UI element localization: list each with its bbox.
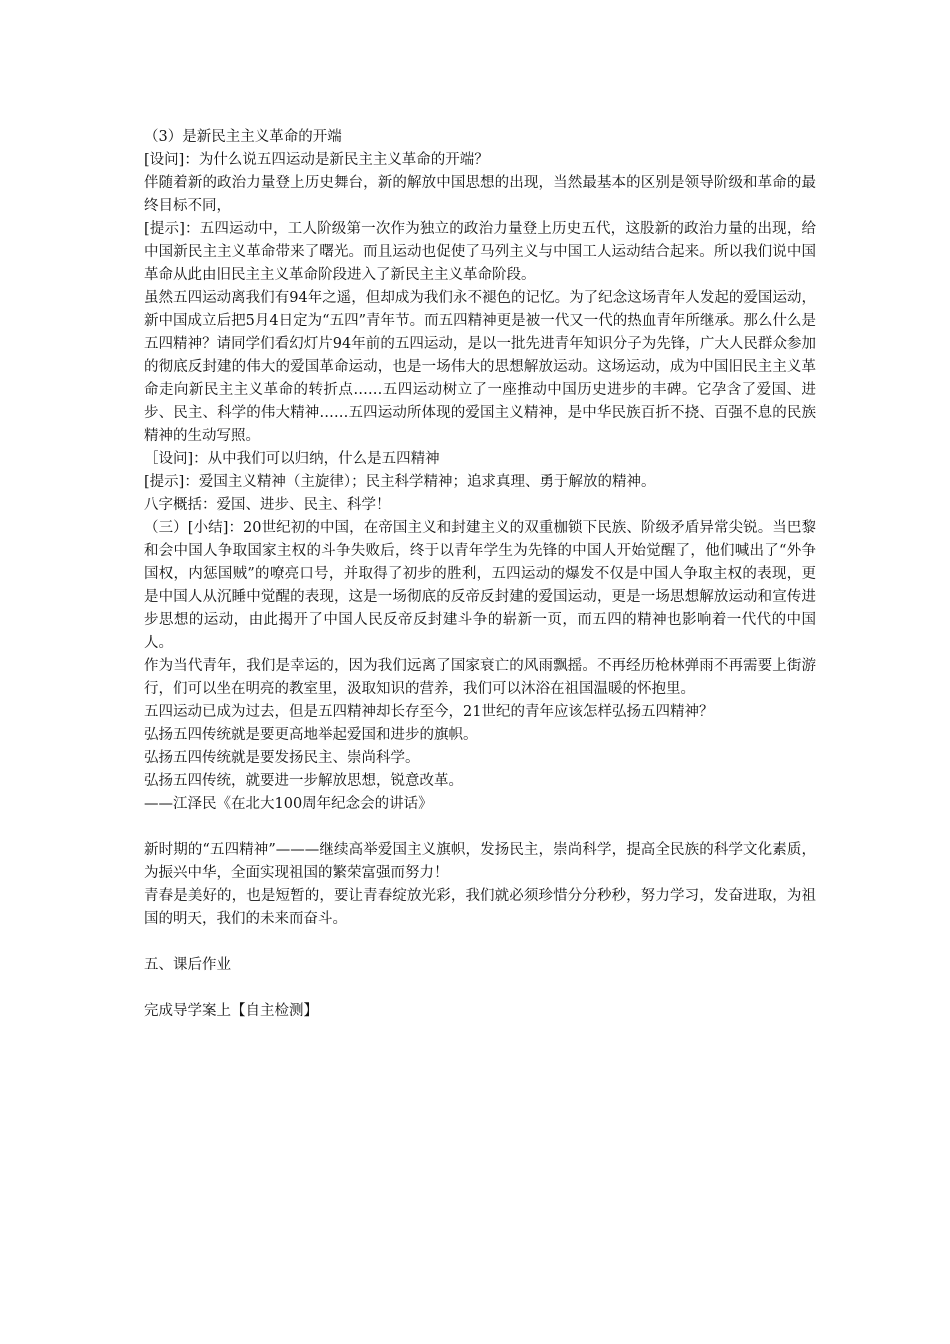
paragraph: 虽然五四运动离我们有94年之遥，但却成为我们永不褪色的记忆。为了纪念这场青年人发起的爱国运动，新中国成立后把5月4日定为“五四”青年节。而五四精神更是被一代又一代的热血青年所继承。那么什么是五四精神？请同学们看幻灯片94年前的五四运动，是以一批先进青年知识分子为先锋，广大人民群众参加的彻底反封建的伟大的爱国革命运动，也是一场伟大的思想解放运动。这场运动，成为中国旧民主主义革命走向新民主主义革命的转折点……五四运动树立了一座推动中国历史进步的丰碑。它孕含了爱国、进步、民主、科学的伟大精神……五四运动所体现的爱国主义精神，是中华民族百折不挠、百强不息的民族精神的生动写照。	[144, 290, 816, 444]
hint-text: [提示]：爱国主义精神（主旋律）；民主科学精神；追求真理、勇于解放的精神。	[144, 474, 656, 490]
quote-source: ——江泽民《在北大100周年纪念会的讲话》	[144, 796, 433, 812]
homework-text: 完成导学案上【自主检测】	[144, 1003, 318, 1019]
document-body	[144, 126, 816, 1023]
summary-line: 八字概括：爱国、进步、民主、科学！	[144, 497, 391, 513]
spacer	[144, 931, 816, 954]
question-text: 五四运动已成为过去，但是五四精神却长存至今，21世纪的青年应该怎样弘扬五四精神？	[144, 704, 714, 720]
list-item: 弘扬五四传统就是要更高地举起爱国和进步的旗帜。	[144, 727, 478, 743]
section-heading: （3）是新民主主义革命的开端	[144, 129, 342, 145]
paragraph: 作为当代青年，我们是幸运的，因为我们远离了国家衰亡的风雨飘摇。不再经历枪林弹雨不再需要上街游行，们可以坐在明亮的教室里，汲取知识的营养，我们可以沐浴在祖国温暖的怀抱里。	[144, 658, 816, 697]
list-item: 弘扬五四传统就是要发扬民主、崇尚科学。	[144, 750, 420, 766]
paragraph: 伴随着新的政治力量登上历史舞台，新的解放中国思想的出现，当然最基本的区别是领导阶级和革命的最终目标不同，	[144, 175, 816, 214]
question-text: ［设问]：从中我们可以归纳，什么是五四精神	[144, 451, 440, 467]
summary-paragraph: （三）[小结]：20世纪初的中国，在帝国主义和封建主义的双重枷锁下民族、阶级矛盾异常尖锐。当巴黎和会中国人争取国家主权的斗争失败后，终于以青年学生为先锋的中国人开始觉醒了，他们喊出了“外争国权，内惩国贼”的嘹亮口号，并取得了初步的胜利，五四运动的爆发不仅是中国人争取主权的表现，更是中国人从沉睡中觉醒的表现，这是一场彻底的反帝反封建的爱国运动，更是一场思想解放运动和宣传进步思想的运动，由此揭开了中国人民反帝反封建斗争的崭新一页，而五四的精神也影响着一代代的中国人。	[144, 520, 816, 651]
list-item: 弘扬五四传统，就要进一步解放思想，锐意改革。	[144, 773, 463, 789]
paragraph: 青春是美好的，也是短暂的，要让青春绽放光彩，我们就必须珍惜分分秒秒，努力学习，发奋进取，为祖国的明天，我们的未来而奋斗。	[144, 888, 816, 927]
paragraph: 新时期的“五四精神”———继续高举爱国主义旗帜，发扬民主，崇尚科学，提高全民族的科学文化素质，为振兴中华，全面实现祖国的繁荣富强而努力！	[144, 842, 816, 881]
question-text: [设问]：为什么说五四运动是新民主主义革命的开端？	[144, 152, 489, 168]
section-heading: 五、课后作业	[144, 957, 231, 973]
spacer	[144, 977, 816, 1000]
hint-text: [提示]：五四运动中，工人阶级第一次作为独立的政治力量登上历史五代，这股新的政治力量的出现，给中国新民主主义革命带来了曙光。而且运动也促使了马列主义与中国工人运动结合起来。所以我们说中国革命从此由旧民主主义革命阶段进入了新民主主义革命阶段。	[144, 221, 816, 283]
spacer	[144, 816, 816, 839]
